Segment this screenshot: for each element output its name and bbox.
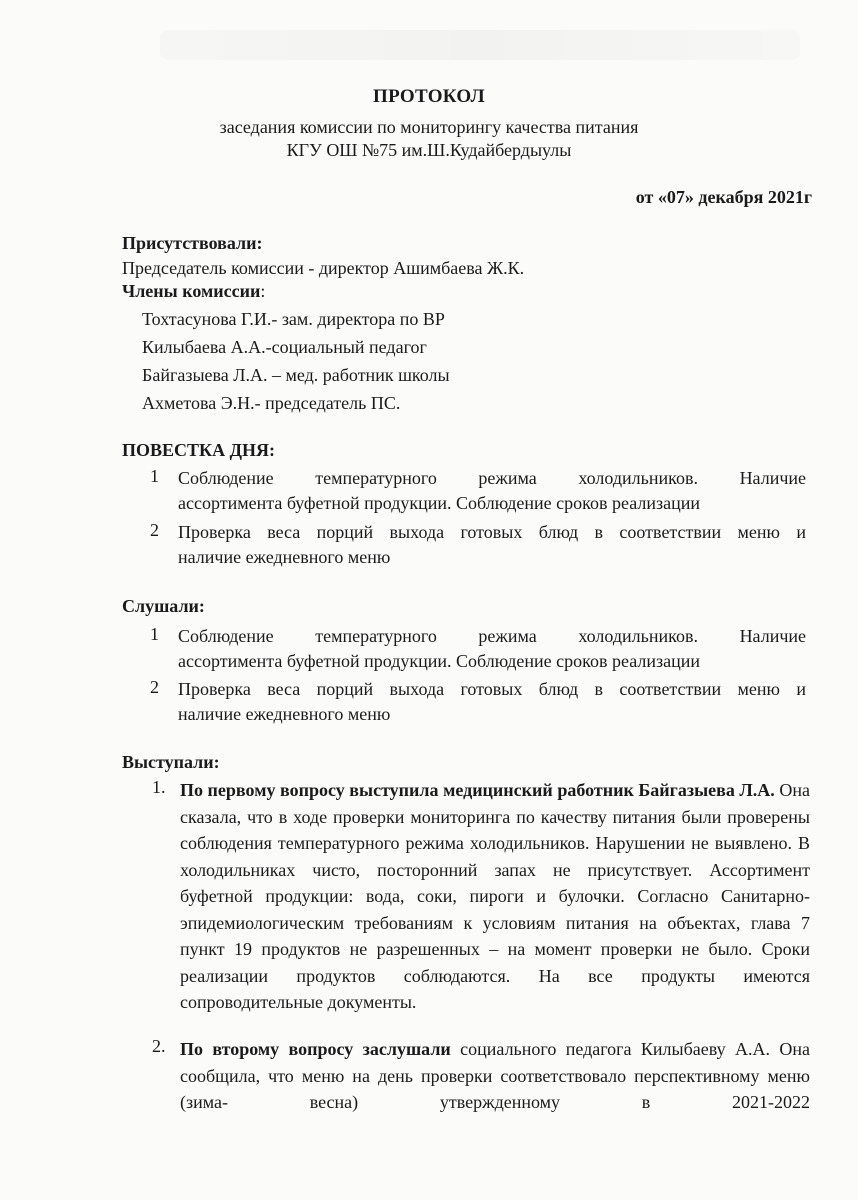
member-1: Тохтасунова Г.И.- зам. директора по ВР	[142, 309, 445, 329]
subtitle-line-1: заседания комиссии по мониторингу качества питания	[219, 117, 639, 137]
heard-item-2-line-1: Проверка веса порций выхода готовых блюд в соответствии меню и	[178, 679, 806, 699]
heard-heading: Слушали:	[122, 596, 205, 616]
agenda-heading: ПОВЕСТКА ДНЯ:	[122, 440, 275, 460]
agenda-item-1	[178, 466, 806, 516]
document-subtitle	[0, 116, 858, 162]
agenda-item-2-line-2: наличие ежедневного меню	[178, 547, 391, 567]
heard-item-1	[178, 624, 806, 674]
heard-item-1-line-2: ассортимента буфетной продукции. Соблюдение сроков реализации	[178, 651, 700, 671]
member-3: Байгазыева Л.А. – мед. работник школы	[142, 365, 450, 385]
spoke-item-1-number: 1.	[152, 777, 166, 797]
spoke-item-2	[180, 1036, 810, 1116]
chairman-line: Председатель комиссии - директор Ашимбаева Ж.К.	[122, 258, 525, 278]
attendance-heading: Присутствовали:	[122, 233, 263, 253]
agenda-item-2	[178, 520, 806, 570]
spoke-item-1-lead: По первому вопросу выступила медицинский работник Байгазыева Л.А.	[180, 780, 775, 800]
agenda-item-2-line-1: Проверка веса порций выхода готовых блюд в соответствии меню и	[178, 522, 806, 542]
spoke-heading: Выступали:	[122, 752, 220, 772]
spoke-item-2-lead: По второму вопросу заслушали	[180, 1039, 451, 1059]
scan-bleed-through	[160, 30, 800, 60]
spoke-item-1-text: Она сказала, что в ходе проверки мониторинга по качеству питания были проверены соблюдения температурного режима холодильников. Нарушении не выявлено. В холодильниках чисто, посторонний запах не присутствует. Ассортимент буфетной продукции: вода, соки, пироги и булочки. Согласно Санитарно-эпидемиологическим требованиям к условиям питания на объектах, глава 7 пункт 19 продуктов не разрешенных – на момент проверки не было. Сроки реализации продуктов соблюдаются. На все продукты имеются сопроводительные документы.	[180, 780, 810, 1012]
agenda-item-1-line-1: Соблюдение температурного режима холодильников. Наличие	[178, 468, 806, 488]
heard-item-1-number: 1	[150, 624, 159, 644]
members-heading-colon: :	[260, 281, 266, 301]
members-heading-line	[122, 281, 265, 302]
document-date: от «07» декабря 2021г	[635, 187, 812, 207]
spoke-item-2-text: социального педагога Килыбаеву А.А. Она сообщила, что меню на день проверки соответствовало перспективному меню (зима- весна) утвержденному в 2021-2022	[180, 1039, 811, 1112]
agenda-item-2-number: 2	[150, 520, 159, 540]
member-4: Ахметова Э.Н.- председатель ПС.	[142, 393, 401, 413]
member-2: Килыбаева А.А.-социальный педагог	[142, 337, 427, 357]
subtitle-line-2: КГУ ОШ №75 им.Ш.Кудайбердыулы	[286, 140, 572, 160]
heard-item-2-number: 2	[150, 677, 159, 697]
heard-item-1-line-1: Соблюдение температурного режима холодильников. Наличие	[178, 626, 806, 646]
spoke-item-2-number: 2.	[152, 1036, 166, 1056]
heard-item-2	[178, 677, 806, 727]
members-heading: Члены комиссии	[122, 281, 261, 301]
agenda-item-1-number: 1	[150, 466, 159, 486]
heard-item-2-line-2: наличие ежедневного меню	[178, 704, 391, 724]
agenda-item-1-line-2: ассортимента буфетной продукции. Соблюдение сроков реализации	[178, 493, 700, 513]
document-title: ПРОТОКОЛ	[373, 86, 485, 107]
spoke-item-1	[180, 777, 810, 1016]
